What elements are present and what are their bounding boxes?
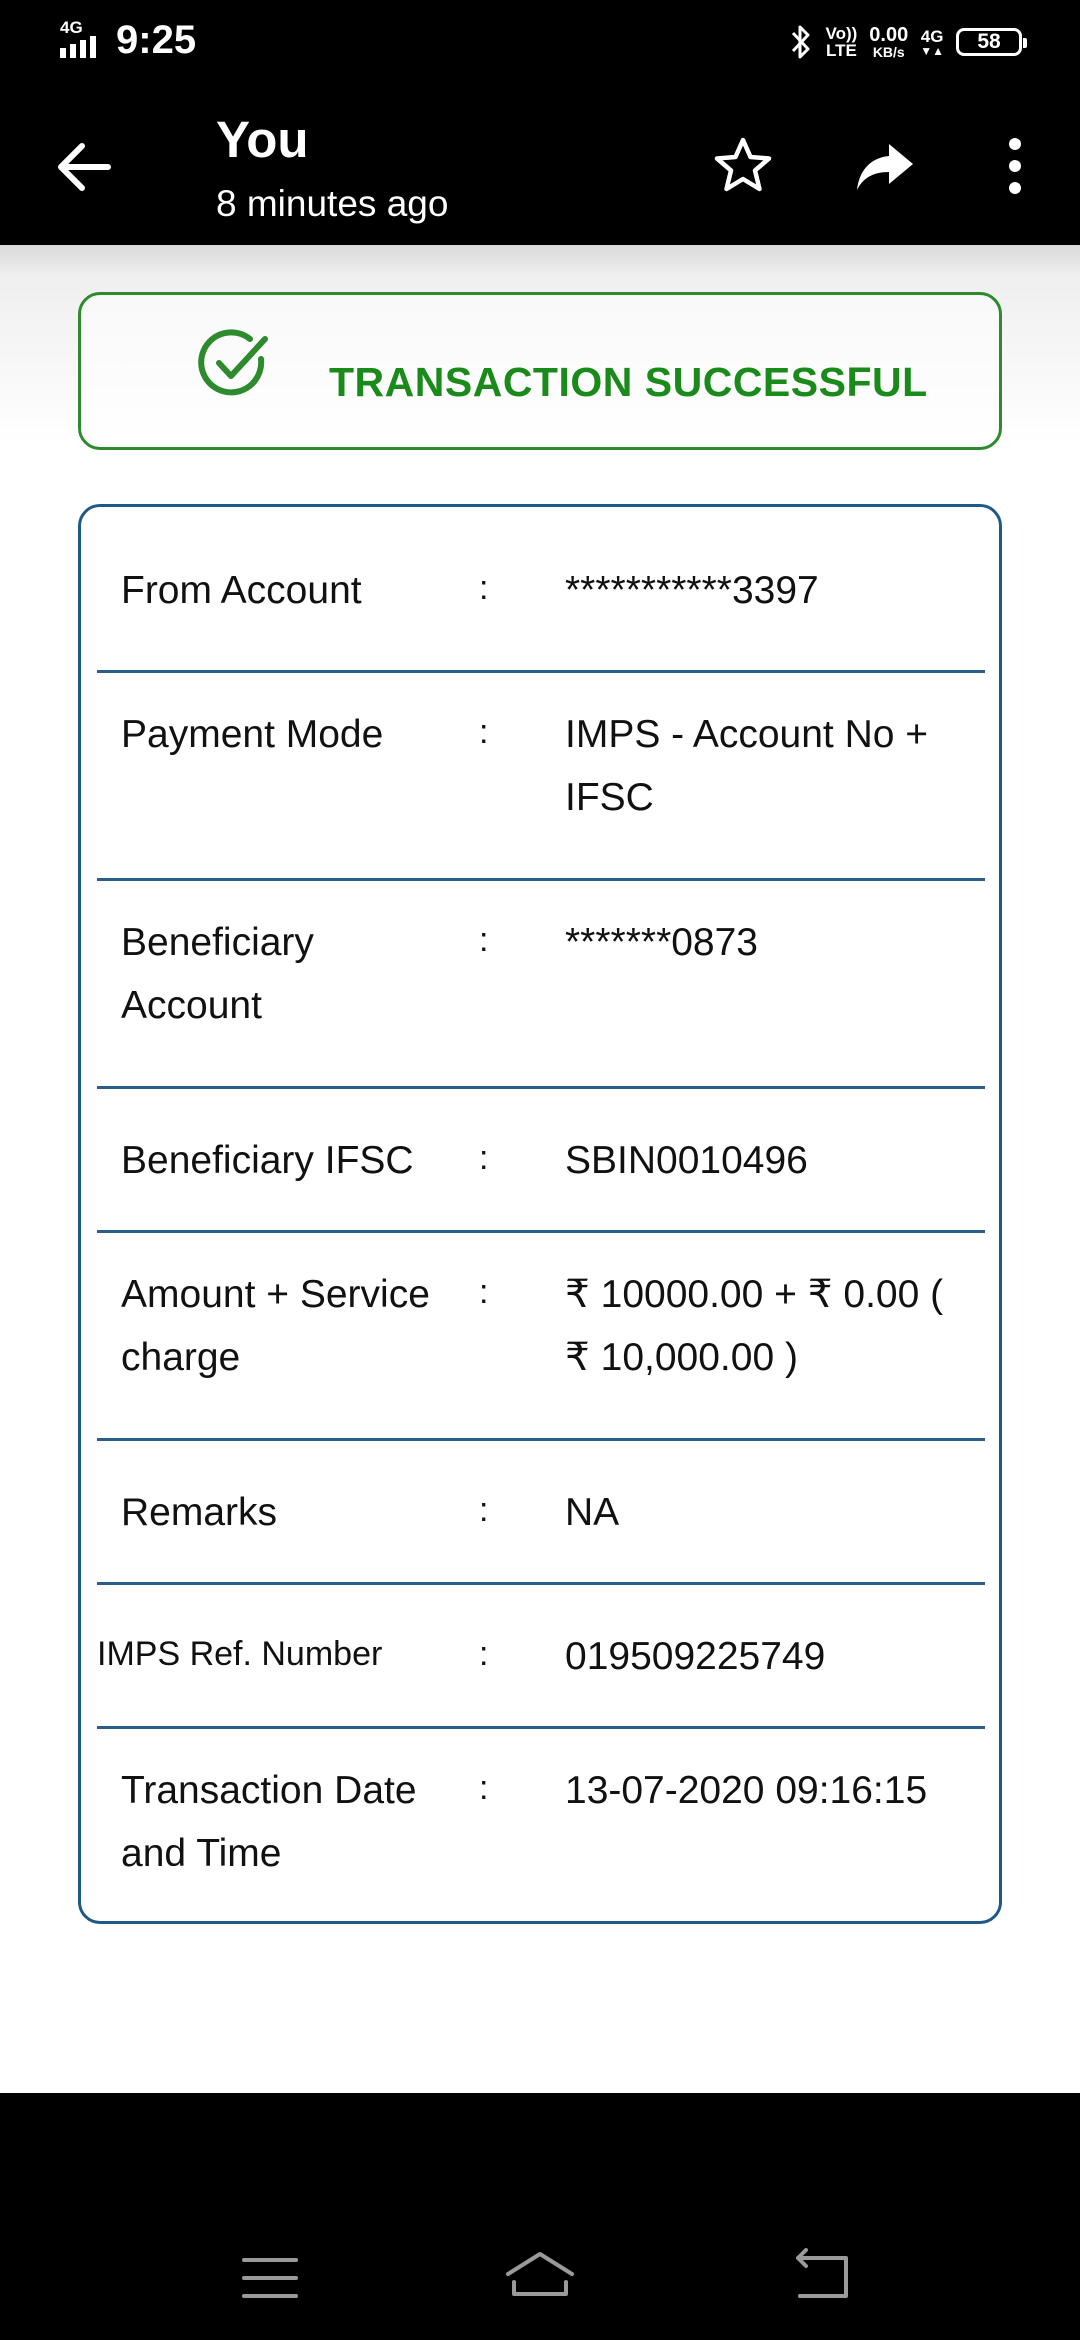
detail-value: *******0873 xyxy=(565,921,759,964)
detail-label: Amount + Service charge xyxy=(121,1273,430,1379)
home-icon[interactable] xyxy=(500,2238,580,2318)
network-speed: 0.00 KB/s xyxy=(869,24,909,60)
detail-value: 019509225749 xyxy=(565,1635,826,1678)
bluetooth-icon xyxy=(788,23,814,61)
menu-icon[interactable] xyxy=(230,2238,310,2318)
detail-label: Transaction Date and Time xyxy=(121,1769,417,1875)
detail-row-beneficiary-ifsc xyxy=(97,1089,985,1233)
detail-value: NA xyxy=(565,1491,620,1534)
detail-value: IMPS - Account No + IFSC xyxy=(565,713,929,819)
detail-row-remarks xyxy=(97,1441,985,1585)
transaction-details-card xyxy=(78,504,1002,1924)
mobile-data-icon: 4G ▼▲ xyxy=(920,26,944,58)
detail-row-transaction-date xyxy=(97,1729,985,1921)
success-banner xyxy=(78,292,1002,450)
detail-separator: : xyxy=(479,1139,489,1177)
transaction-status: TRANSACTION SUCCESSFUL xyxy=(329,359,928,405)
detail-value: ***********3397 xyxy=(565,569,819,612)
detail-separator: : xyxy=(479,921,489,959)
back-icon[interactable] xyxy=(782,2238,862,2318)
detail-row-imps-ref xyxy=(97,1585,985,1729)
star-icon[interactable] xyxy=(711,134,775,198)
clock: 9:25 xyxy=(116,18,197,62)
detail-label: Beneficiary Account xyxy=(121,921,314,1027)
sender-name: You xyxy=(216,111,309,168)
message-time: 8 minutes ago xyxy=(216,183,449,224)
detail-separator: : xyxy=(479,1491,489,1529)
detail-separator: : xyxy=(479,569,489,607)
battery-icon xyxy=(956,28,1022,56)
status-icons xyxy=(788,20,1023,64)
detail-separator: : xyxy=(479,1635,489,1673)
more-options-icon[interactable] xyxy=(983,134,1047,198)
detail-value: SBIN0010496 xyxy=(565,1139,808,1182)
detail-label: IMPS Ref. Number xyxy=(97,1635,383,1673)
signal-icon xyxy=(58,18,108,62)
detail-label: Payment Mode xyxy=(121,713,384,756)
navigation-bar xyxy=(0,2093,1080,2340)
detail-row-beneficiary-account xyxy=(97,881,985,1089)
detail-row-from-account xyxy=(97,507,985,673)
detail-separator: : xyxy=(479,713,489,751)
volte-indicator: Vo)) LTE xyxy=(825,24,858,60)
status-bar xyxy=(0,0,1080,82)
network-type: 4G xyxy=(60,18,83,37)
detail-value: ₹ 10000.00 + ₹ 0.00 ( ₹ 10,000.00 ) xyxy=(565,1273,944,1379)
detail-label: Beneficiary IFSC xyxy=(121,1139,414,1182)
forward-icon[interactable] xyxy=(853,134,917,198)
app-bar xyxy=(0,82,1080,245)
battery-level: 58 xyxy=(977,30,1001,53)
detail-row-amount xyxy=(97,1233,985,1441)
detail-separator: : xyxy=(479,1273,489,1311)
detail-value: 13-07-2020 09:16:15 xyxy=(565,1769,928,1812)
detail-label: From Account xyxy=(121,569,362,612)
detail-label: Remarks xyxy=(121,1491,278,1534)
detail-row-payment-mode xyxy=(97,673,985,881)
transaction-receipt xyxy=(0,245,1080,2093)
detail-separator: : xyxy=(479,1769,489,1807)
back-arrow-icon[interactable] xyxy=(50,132,120,202)
check-circle-icon xyxy=(195,325,275,405)
